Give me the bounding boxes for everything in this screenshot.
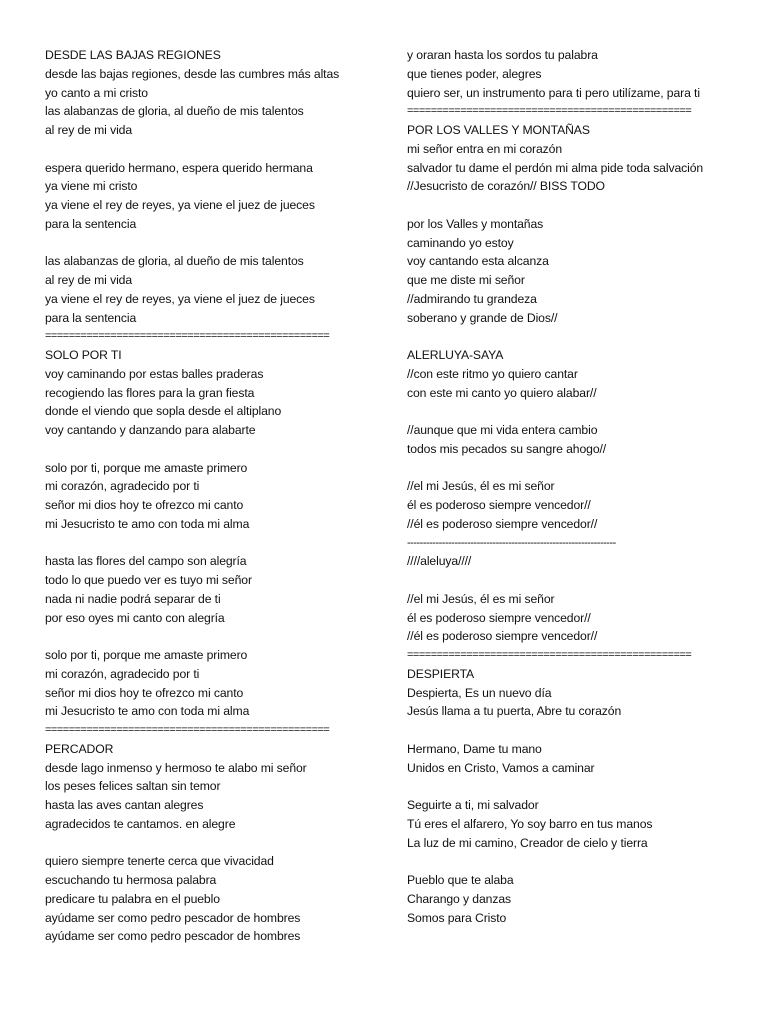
lyric-line: recogiendo las flores para la gran fiesta (45, 385, 255, 400)
lyric-line: ayúdame ser como pedro pescador de hombres (45, 929, 301, 944)
lyric-line: las alabanzas de gloria, al dueño de mis talentos (45, 254, 304, 269)
lyric-line: voy caminando por estas balles praderas (45, 366, 264, 381)
lyric-line: voy cantando esta alcanza (407, 254, 549, 269)
section-divider: ================================================ (407, 105, 692, 118)
lyric-line: predicare tu palabra en el pueblo (45, 891, 220, 906)
lyric-line: Jesús llama a tu puerta, Abre tu corazón (407, 704, 622, 719)
lyric-line: Tú eres el alfarero, Yo soy barro en tus manos (407, 816, 653, 831)
lyric-line: //el mi Jesús, él es mi señor (407, 591, 555, 606)
lyric-line: para la sentencia (45, 216, 137, 231)
song-title: DESPIERTA (407, 666, 475, 681)
lyric-line: Despierta, Es un nuevo día (407, 685, 552, 700)
lyric-line: ya viene mi cristo (45, 179, 138, 194)
section-divider: ================================================ (407, 649, 692, 661)
blank-line (407, 571, 747, 590)
lyric-line: nada ni nadie podrá separar de ti (45, 591, 221, 606)
lyric-line: solo por ti, porque me amaste primero (45, 460, 248, 475)
lyric-line: para la sentencia (45, 310, 137, 325)
lyric-line: //él es poderoso siempre vencedor// (407, 629, 598, 644)
lyric-line: él es poderoso siempre vencedor// (407, 498, 591, 512)
blank-line (45, 627, 375, 646)
lyric-line: mi Jesucristo te amo con toda mi alma (45, 516, 250, 531)
lyric-line: al rey de mi vida (45, 123, 133, 137)
lyric-line: Seguirte a ti, mi salvador (407, 798, 539, 812)
lyric-line: los peses felices saltan sin temor (45, 779, 221, 794)
song-title: POR LOS VALLES Y MONTAÑAS (407, 123, 590, 137)
lyric-line: agradecidos te cantamos. en alegre (45, 816, 236, 831)
lyric-line: Somos para Cristo (407, 910, 507, 925)
section-divider: ------------------------------------------------------------------ (407, 536, 616, 549)
blank-line (407, 459, 747, 478)
lyric-line: //aunque que mi vida entera cambio (407, 423, 598, 437)
song-title: SOLO POR TI (45, 348, 122, 362)
blank-line (407, 721, 747, 740)
lyric-line: salvador tu dame el perdón mi alma pide toda salvación (407, 160, 704, 175)
lyric-line: espera querido hermano, espera querido hermana (45, 160, 313, 175)
lyric-line: señor mi dios hoy te ofrezco mi canto (45, 685, 244, 700)
lyric-line: Unidos en Cristo, Vamos a caminar (407, 760, 595, 775)
lyric-line: todo lo que puedo ver es tuyo mi señor (45, 573, 252, 587)
blank-line (45, 534, 375, 553)
lyric-line: //el mi Jesús, él es mi señor (407, 479, 555, 494)
blank-line (407, 852, 747, 871)
blank-line (45, 834, 375, 853)
lyric-line: hasta las flores del campo son alegría (45, 554, 247, 569)
blank-line (407, 402, 747, 421)
lyric-line: que me diste mi señor (407, 273, 525, 287)
lyric-line: señor mi dios hoy te ofrezco mi canto (45, 498, 244, 512)
lyric-line: //con este ritmo yo quiero cantar (407, 366, 578, 381)
song-title: ALERLUYA-SAYA (407, 348, 504, 362)
lyric-line: escuchando tu hermosa palabra (45, 873, 217, 887)
lyric-line: las alabanzas de gloria, al dueño de mis talentos (45, 104, 304, 119)
lyric-line: y oraran hasta los sordos tu palabra (407, 48, 598, 62)
lyric-line: ya viene el rey de reyes, ya viene el juez de jueces (45, 198, 315, 212)
lyric-line: donde el viendo que sopla desde el altiplano (45, 404, 282, 419)
lyric-line: hasta las aves cantan alegres (45, 798, 204, 812)
lyric-line: por los Valles y montañas (407, 216, 544, 231)
lyric-line: con este mi canto yo quiero alabar// (407, 385, 597, 400)
section-divider: ================================================ (45, 330, 330, 343)
blank-line (45, 234, 375, 253)
lyric-line: por eso oyes mi canto con alegría (45, 610, 225, 625)
lyric-line: Hermano, Dame tu mano (407, 741, 542, 756)
lyric-line: //admirando tu grandeza (407, 291, 537, 306)
lyric-line: mi corazón, agradecido por ti (45, 479, 200, 494)
lyric-line: ////aleluya//// (407, 554, 472, 569)
song-title: DESDE LAS BAJAS REGIONES (45, 48, 221, 62)
blank-line (407, 777, 747, 796)
lyric-line: solo por ti, porque me amaste primero (45, 648, 248, 662)
left-column (45, 46, 375, 946)
song-title: PERCADOR (45, 741, 114, 756)
lyric-line: quiero ser, un instrumento para ti pero utilízame, para ti (407, 85, 700, 100)
lyric-line: desde lago inmenso y hermoso te alabo mi señor (45, 760, 307, 775)
lyric-line: Charango y danzas (407, 891, 511, 906)
lyric-line: desde las bajas regiones, desde las cumbres más altas (45, 66, 340, 81)
lyric-line: mi señor entra en mi corazón (407, 141, 563, 156)
blank-line (45, 140, 375, 159)
section-divider: ================================================ (45, 724, 330, 736)
lyric-line: todos mis pecados su sangre ahogo// (407, 441, 607, 456)
lyric-line: soberano y grande de Dios// (407, 310, 558, 325)
lyric-line: ayúdame ser como pedro pescador de hombres (45, 910, 301, 925)
lyric-line: él es poderoso siempre vencedor// (407, 610, 591, 625)
blank-line (45, 440, 375, 459)
lyric-line: //Jesucristo de corazón// BISS TODO (407, 179, 605, 194)
right-column (407, 46, 747, 927)
blank-line (407, 196, 747, 215)
lyric-line: voy cantando y danzando para alabarte (45, 423, 256, 437)
lyric-line: caminando yo estoy (407, 235, 514, 250)
blank-line (407, 327, 747, 346)
lyric-line: La luz de mi camino, Creador de cielo y tierra (407, 835, 648, 850)
lyric-line: mi Jesucristo te amo con toda mi alma (45, 704, 250, 719)
lyric-line: quiero siempre tenerte cerca que vivacidad (45, 854, 274, 869)
lyric-line: Pueblo que te alaba (407, 873, 514, 887)
lyric-line: ya viene el rey de reyes, ya viene el juez de jueces (45, 291, 315, 306)
lyric-line: //él es poderoso siempre vencedor// (407, 516, 598, 531)
lyric-line: que tienes poder, alegres (407, 66, 542, 81)
lyric-line: mi corazón, agradecido por ti (45, 666, 200, 681)
lyric-line: al rey de mi vida (45, 273, 133, 287)
lyric-line: yo canto a mi cristo (45, 85, 148, 100)
